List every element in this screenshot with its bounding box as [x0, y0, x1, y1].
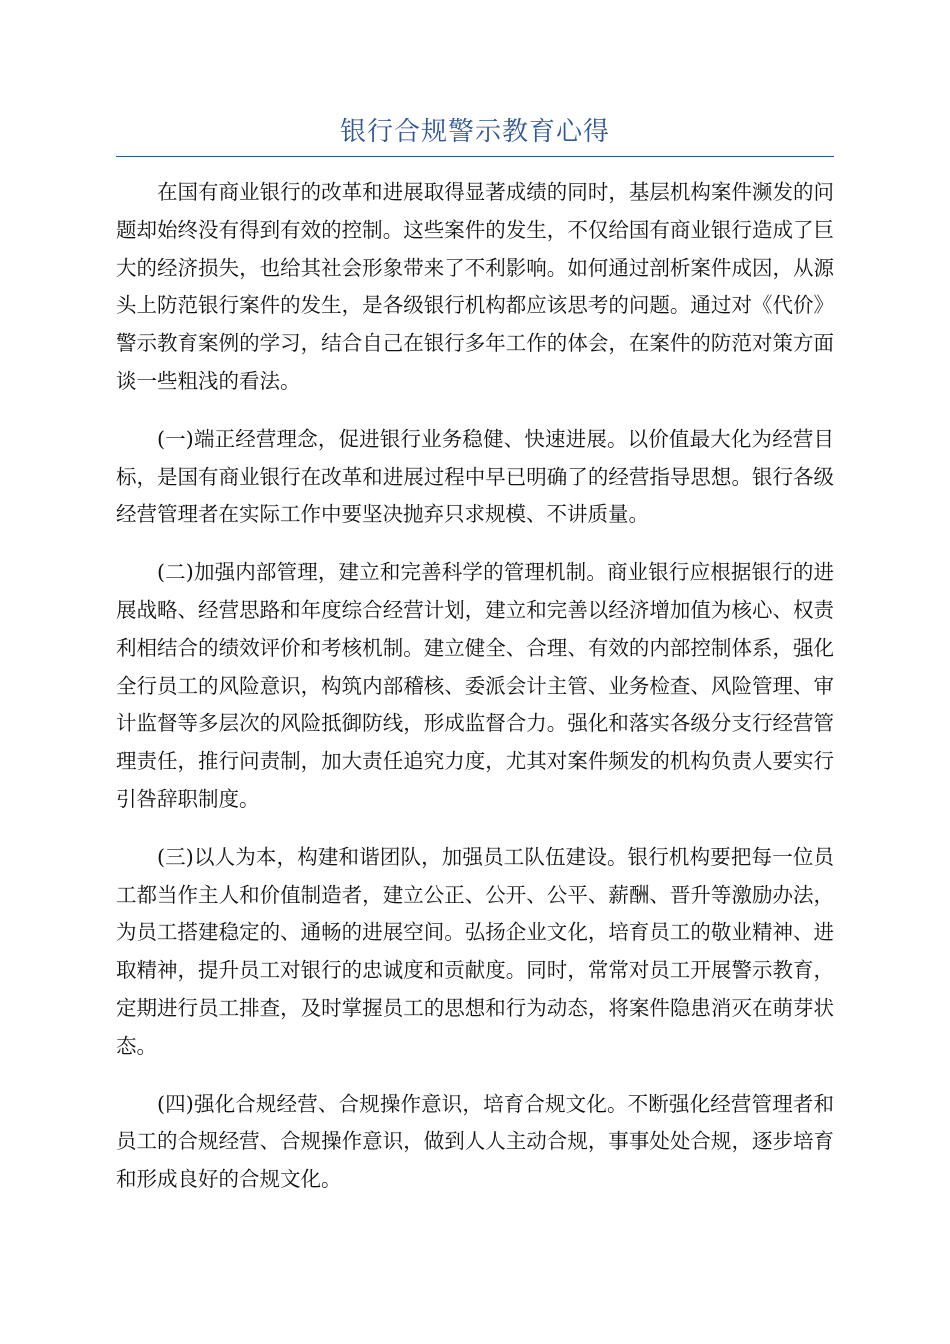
paragraph-intro: 在国有商业银行的改革和进展取得显著成绩的同时，基层机构案件濒发的问题却始终没有得到有效的控制。这些案件的发生，不仅给国有商业银行造成了巨大的经济损失，也给其社会形象带来了不利影响。如何通过剖析案件成因，从源头上防范银行案件的发生，是各级银行机构都应该思考的问题。通过对《代价》警示教育案例的学习，结合自己在银行多年工作的体会，在案件的防范对策方面谈一些粗浅的看法。 [116, 180, 834, 393]
document-title: 银行合规警示教育心得 [339, 117, 610, 147]
paragraph-section-2: (二)加强内部管理，建立和完善科学的管理机制。商业银行应根据银行的进展战略、经营思路和年度综合经营计划，建立和完善以经济增加值为核心、权责利相结合的绩效评价和考核机制。建立健全、合理、有效的内部控制体系，强化全行员工的风险意识，构筑内部稽核、委派会计主管、业务检查、风险管理、审计监督等多层次的风险抵御防线，形成监督合力。强化和落实各级分支行经营管理责任，推行问责制，加大责任追究力度，尤其对案件频发的机构负责人要实行引咎辞职制度。 [116, 560, 834, 811]
document-body [116, 174, 834, 1219]
title-block [116, 112, 834, 157]
paragraph-section-3: (三)以人为本，构建和谐团队，加强员工队伍建设。银行机构要把每一位员工都当作主人和价值制造者，建立公正、公开、公平、薪酬、晋升等激励办法，为员工搭建稳定的、通畅的进展空间。弘扬企业文化，培育员工的敬业精神、进取精神，提升员工对银行的忠诚度和贡献度。同时，常常对员工开展警示教育，定期进行员工排查，及时掌握员工的思想和行为动态，将案件隐患消灭在萌芽状态。 [116, 844, 834, 1058]
paragraph-section-4: (四)强化合规经营、合规操作意识，培育合规文化。不断强化经营管理者和员工的合规经营、合规操作意识，做到人人主动合规，事事处处合规，逐步培育和形成良好的合规文化。 [116, 1091, 834, 1192]
paragraph-section-1: (一)端正经营理念，促进银行业务稳健、快速进展。以价值最大化为经营目标，是国有商业银行在改革和进展过程中早已明确了的经营指导思想。银行各级经营管理者在实际工作中要坚决抛弃只求规模、不讲质量。 [116, 426, 834, 527]
